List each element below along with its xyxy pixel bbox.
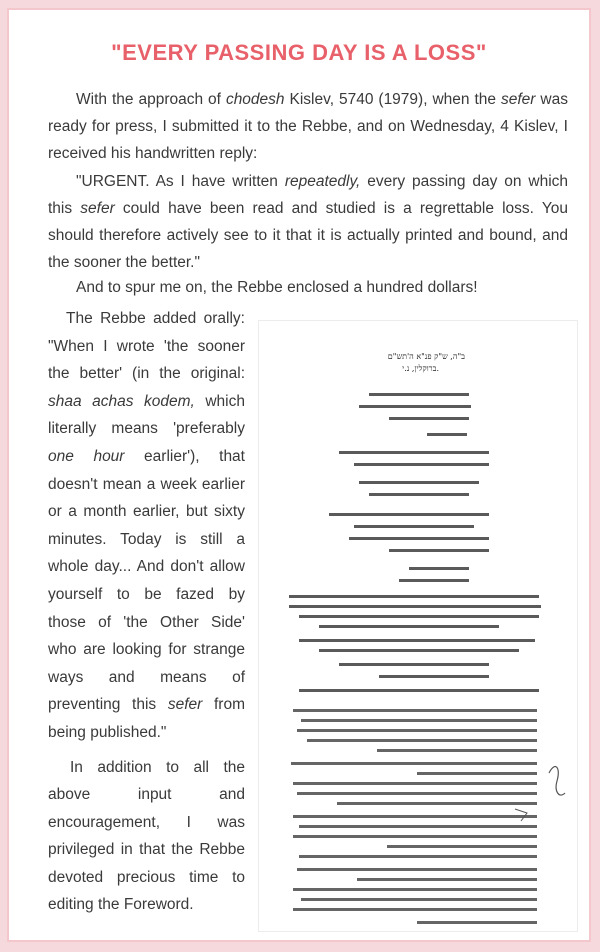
scanned-text-line — [379, 675, 489, 678]
scanned-text-line — [297, 729, 537, 732]
scanned-text-line — [399, 579, 469, 582]
hundred-dollars-paragraph: And to spur me on, the Rebbe enclosed a hundred dollars! — [76, 279, 478, 296]
scanned-text-line — [293, 888, 537, 891]
scanned-text-line — [293, 709, 537, 712]
text-run: earlier'), that doesn't mean a week earlier or a month earlier, but sixty minutes. Today is still a whole day... And don't allow yourself to be fazed by those of 'the Other Side' who are looking for strange ways and means of preventing this — [48, 447, 245, 714]
text-run: could have been read and studied is a regrettable loss. You should therefore actively see to it that it is actually printed and bound, and the sooner the better." — [48, 200, 568, 271]
scanned-text-line — [289, 595, 539, 598]
scanned-text-line — [349, 537, 489, 540]
scanned-text-line — [299, 639, 535, 642]
scanned-text-line — [339, 451, 489, 454]
handwritten-margin-mark — [549, 767, 565, 796]
italic-term: sefer — [167, 696, 203, 714]
letter-place-line: ברוקלין, נ.י. — [402, 364, 439, 373]
italic-term: repeatedly, — [284, 173, 361, 190]
printed-foreword-lines — [291, 709, 537, 924]
letter-facsimile-image — [258, 320, 578, 932]
scanned-text-line — [354, 463, 489, 466]
scanned-text-line — [417, 772, 537, 775]
scanned-text-line — [307, 739, 537, 742]
scanned-text-line — [299, 615, 539, 618]
scanned-text-line — [369, 393, 469, 396]
page-title: "EVERY PASSING DAY IS A LOSS" — [111, 40, 487, 65]
scanned-text-line — [359, 481, 479, 484]
scanned-text-line — [389, 417, 469, 420]
letter-date-line: ב"ה, ש"ק פנ"א ה'תש"ם — [387, 352, 465, 361]
scanned-text-line — [299, 855, 537, 858]
scanned-text-line — [299, 689, 539, 692]
text-run: from being published." — [48, 696, 245, 741]
italic-term: sefer — [80, 200, 115, 217]
text-run: which literally means 'preferably — [48, 392, 245, 438]
text-run: With the approach of — [76, 91, 226, 108]
text-run: "URGENT. As I have written — [76, 173, 285, 190]
scanned-text-line — [339, 663, 489, 666]
intro-paragraph — [48, 86, 568, 167]
oral-remarks-paragraph — [48, 305, 245, 747]
scanned-text-line — [357, 878, 537, 881]
scanned-text-line — [417, 921, 537, 924]
letter-facsimile-svg — [259, 321, 577, 931]
scanned-text-line — [359, 405, 471, 408]
text-run: Kislev, 5740 (1979), when the — [284, 91, 501, 108]
scanned-text-line — [389, 549, 489, 552]
italic-term: shaa achas kodem, — [48, 392, 195, 410]
left-text-column — [48, 305, 245, 919]
text-run: every passing day on which this — [48, 173, 569, 217]
scanned-text-line — [329, 513, 489, 516]
scanned-text-line — [293, 815, 537, 818]
scanned-text-line — [301, 898, 537, 901]
scanned-text-line — [427, 433, 467, 436]
scanned-text-line — [319, 625, 499, 628]
scanned-text-line — [387, 845, 537, 848]
italic-term: sefer — [501, 91, 536, 108]
text-run: was ready for press, I submitted it to the Rebbe, and on Wednesday, 4 Kislev, I received his handwritten reply: — [48, 91, 568, 162]
scanned-text-line — [319, 649, 519, 652]
page-frame — [7, 8, 591, 942]
scanned-text-line — [297, 868, 537, 871]
typewritten-letter-lines — [289, 393, 541, 692]
scanned-text-line — [369, 493, 469, 496]
scanned-text-line — [293, 835, 537, 838]
scanned-text-line — [289, 605, 541, 608]
scanned-text-line — [409, 567, 469, 570]
scanned-text-line — [301, 719, 537, 722]
scanned-text-line — [293, 908, 537, 911]
scanned-text-line — [299, 825, 537, 828]
italic-term: chodesh — [225, 91, 285, 108]
italic-term: one hour — [48, 447, 125, 465]
foreword-paragraph: In addition to all the above input and encouragement, I was privileged in that the Rebbe devoted precious time to editing the Foreword. — [48, 758, 245, 914]
scanned-text-line — [337, 802, 537, 805]
scanned-text-line — [377, 749, 537, 752]
reply-quote-paragraph — [48, 168, 568, 276]
text-run: The Rebbe added orally: "When I wrote 'the sooner the better' (in the original: — [48, 310, 245, 383]
scanned-text-line — [291, 762, 537, 765]
scanned-text-line — [354, 525, 474, 528]
scanned-text-line — [293, 782, 537, 785]
scanned-text-line — [297, 792, 537, 795]
